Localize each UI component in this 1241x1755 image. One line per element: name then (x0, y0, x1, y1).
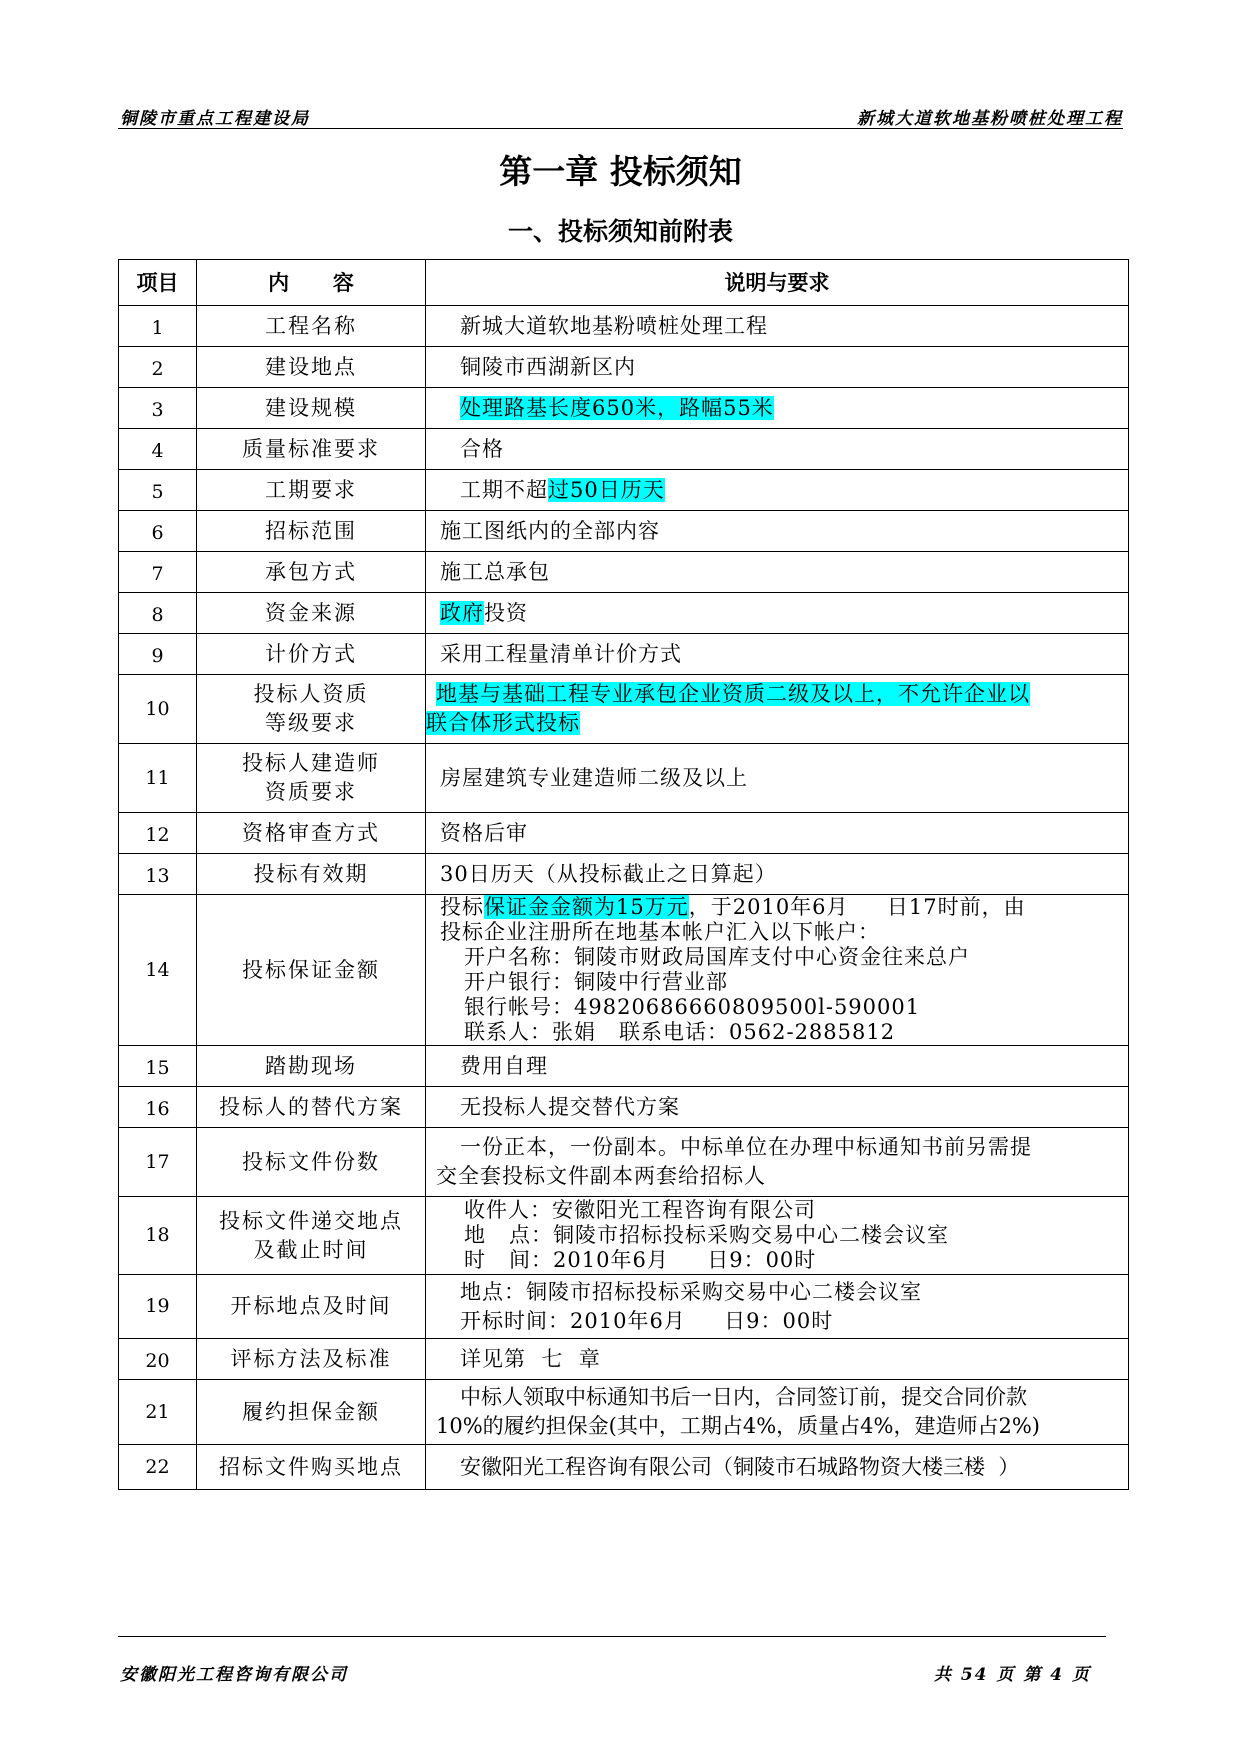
row-item-line: 等级要求 (265, 711, 357, 735)
row-item: 投标文件份数 (197, 1128, 426, 1197)
row-desc-line: 地 点：铜陵市招标投标采购交易中心二楼会议室 (464, 1223, 950, 1247)
row-desc-line: 中标人领取中标通知书后一日内，合同签订前，提交合同价款 (460, 1385, 1027, 1409)
row-no: 19 (119, 1275, 197, 1339)
row-desc (426, 1380, 1129, 1445)
row-item: 投标保证金额 (197, 895, 426, 1046)
table-row (119, 895, 1129, 1046)
row-no: 1 (119, 306, 197, 347)
row-item: 资金来源 (197, 593, 426, 634)
highlighted-text: 过50日历天 (548, 477, 665, 502)
row-no: 2 (119, 347, 197, 388)
row-no: 18 (119, 1197, 197, 1275)
table-row (119, 470, 1129, 511)
table-row (119, 511, 1129, 552)
row-item: 工程名称 (197, 306, 426, 347)
header-left: 铜陵市重点工程建设局 (120, 109, 310, 129)
row-item: 承包方式 (197, 552, 426, 593)
row-item: 质量标准要求 (197, 429, 426, 470)
row-desc (426, 1128, 1129, 1197)
row-desc: 安徽阳光工程咨询有限公司（铜陵市石城路物资大楼三楼 ） (426, 1445, 1129, 1490)
row-desc (426, 1197, 1129, 1275)
row-no: 9 (119, 634, 197, 675)
row-no: 8 (119, 593, 197, 634)
row-desc-line: 联系人：张娟 联系电话：0562-2885812 (464, 1020, 896, 1044)
row-no: 5 (119, 470, 197, 511)
table-row (119, 675, 1129, 744)
row-desc: 费用自理 (426, 1046, 1129, 1087)
row-desc: 无投标人提交替代方案 (426, 1087, 1129, 1128)
row-desc-line: 银行帐号：49820686660809500l-590001 (464, 995, 921, 1019)
row-desc: 施工总承包 (426, 552, 1129, 593)
row-item-line: 投标人建造师 (242, 751, 380, 775)
table-row (119, 1046, 1129, 1087)
table-row (119, 347, 1129, 388)
chapter-title: 第一章 投标须知 (499, 152, 742, 191)
row-item: 计价方式 (197, 634, 426, 675)
header-right: 新城大道软地基粉喷桩处理工程 (857, 109, 1123, 129)
row-item: 评标方法及标准 (197, 1339, 426, 1380)
row-desc-line (440, 895, 1122, 920)
highlighted-text: 地基与基础工程专业承包企业资质二级及以上，不允许企业以 (436, 682, 1030, 706)
row-no: 12 (119, 813, 197, 854)
row-item: 建设地点 (197, 347, 426, 388)
row-item-line: 投标人资质 (253, 682, 369, 706)
section-title: 一、投标须知前附表 (507, 217, 733, 246)
row-desc (426, 1275, 1129, 1339)
row-desc-line: 地点：铜陵市招标投标采购交易中心二楼会议室 (460, 1279, 922, 1304)
row-desc (426, 593, 1129, 634)
row-item: 招标文件购买地点 (197, 1445, 426, 1490)
row-no: 3 (119, 388, 197, 429)
highlighted-text: 保证金金额为15万元 (484, 895, 689, 919)
table-row (119, 813, 1129, 854)
table-row (119, 429, 1129, 470)
row-desc-line: 10%的履约担保金(其中，工期占4%，质量占4%，建造师占2%) (436, 1414, 1041, 1438)
row-desc-line: 开标时间：2010年6月 日9：00时 (460, 1308, 834, 1333)
row-item-line: 资质要求 (265, 780, 357, 804)
col-header-no: 项目 (119, 260, 197, 306)
row-desc (426, 675, 1129, 744)
row-no: 15 (119, 1046, 197, 1087)
row-desc (426, 470, 1129, 511)
header-rule (118, 128, 1123, 129)
row-no: 16 (119, 1087, 197, 1128)
row-desc (426, 388, 1129, 429)
row-item: 建设规模 (197, 388, 426, 429)
footer-page-number: 共 54 页 第 4 页 (933, 1665, 1091, 1685)
row-no: 7 (119, 552, 197, 593)
table-row (119, 306, 1129, 347)
row-no: 21 (119, 1380, 197, 1445)
table-header-row (119, 260, 1129, 306)
table-row (119, 1128, 1129, 1197)
row-no: 11 (119, 744, 197, 813)
row-no: 6 (119, 511, 197, 552)
row-desc-line: 投标企业注册所在地基本帐户汇入以下帐户： (440, 920, 880, 944)
row-item (197, 744, 426, 813)
table-row (119, 744, 1129, 813)
row-item-line: 及截止时间 (253, 1237, 369, 1262)
row-item: 招标范围 (197, 511, 426, 552)
row-desc: 房屋建筑专业建造师二级及以上 (426, 744, 1129, 813)
row-desc: 30日历天（从投标截止之日算起） (426, 854, 1129, 895)
table-row (119, 1087, 1129, 1128)
row-desc-line (436, 680, 1122, 709)
row-desc: 详见第 七 章 (426, 1339, 1129, 1380)
row-item: 投标人的替代方案 (197, 1087, 426, 1128)
row-item: 资格审查方式 (197, 813, 426, 854)
table-row (119, 552, 1129, 593)
row-item: 工期要求 (197, 470, 426, 511)
row-desc-line: 收件人：安徽阳光工程咨询有限公司 (464, 1198, 816, 1222)
bid-notice-table (118, 259, 1129, 1490)
row-item: 投标有效期 (197, 854, 426, 895)
row-desc-line: 开户名称：铜陵市财政局国库支付中心资金往来总户 (464, 945, 970, 969)
row-item: 履约担保金额 (197, 1380, 426, 1445)
footer-rule (118, 1636, 1106, 1637)
table-row (119, 1197, 1129, 1275)
row-item: 开标地点及时间 (197, 1275, 426, 1339)
row-desc-line: 开户银行：铜陵中行营业部 (464, 970, 728, 994)
highlighted-text: 政府 (440, 600, 484, 625)
row-item-line: 投标文件递交地点 (219, 1208, 403, 1233)
row-desc (426, 895, 1129, 1046)
row-item (197, 1197, 426, 1275)
table-row (119, 854, 1129, 895)
row-desc: 新城大道软地基粉喷桩处理工程 (426, 306, 1129, 347)
table-row (119, 388, 1129, 429)
row-item: 踏勘现场 (197, 1046, 426, 1087)
row-desc-line: 交全套投标文件副本两套给招标人 (436, 1164, 766, 1188)
row-no: 10 (119, 675, 197, 744)
col-header-desc: 说明与要求 (426, 260, 1129, 306)
footer-left: 安徽阳光工程咨询有限公司 (120, 1665, 348, 1685)
row-no: 13 (119, 854, 197, 895)
table-row (119, 1445, 1129, 1490)
row-desc-line: 一份正本，一份副本。中标单位在办理中标通知书前另需提 (460, 1135, 1032, 1159)
table-row (119, 593, 1129, 634)
table-row (119, 634, 1129, 675)
row-desc-part: 工期不超 (460, 477, 548, 502)
row-desc-line (426, 709, 1122, 738)
row-no: 14 (119, 895, 197, 1046)
row-desc: 采用工程量清单计价方式 (426, 634, 1129, 675)
row-desc: 施工图纸内的全部内容 (426, 511, 1129, 552)
table-row (119, 1380, 1129, 1445)
highlighted-text: 联合体形式投标 (426, 711, 580, 735)
table-row (119, 1339, 1129, 1380)
row-desc: 资格后审 (426, 813, 1129, 854)
row-no: 20 (119, 1339, 197, 1380)
highlighted-text: 处理路基长度650米，路幅55米 (460, 395, 774, 420)
row-item (197, 675, 426, 744)
col-header-item: 内 容 (197, 260, 426, 306)
row-no: 17 (119, 1128, 197, 1197)
row-desc-part: ，于2010年6月 日17时前，由 (688, 895, 1026, 919)
table-row (119, 1275, 1129, 1339)
row-desc-line: 时 间：2010年6月 日9：00时 (464, 1248, 817, 1272)
row-no: 22 (119, 1445, 197, 1490)
row-desc: 合格 (426, 429, 1129, 470)
row-desc: 铜陵市西湖新区内 (426, 347, 1129, 388)
row-desc-part: 投标 (440, 895, 484, 919)
row-no: 4 (119, 429, 197, 470)
row-desc-part: 投资 (484, 600, 528, 625)
